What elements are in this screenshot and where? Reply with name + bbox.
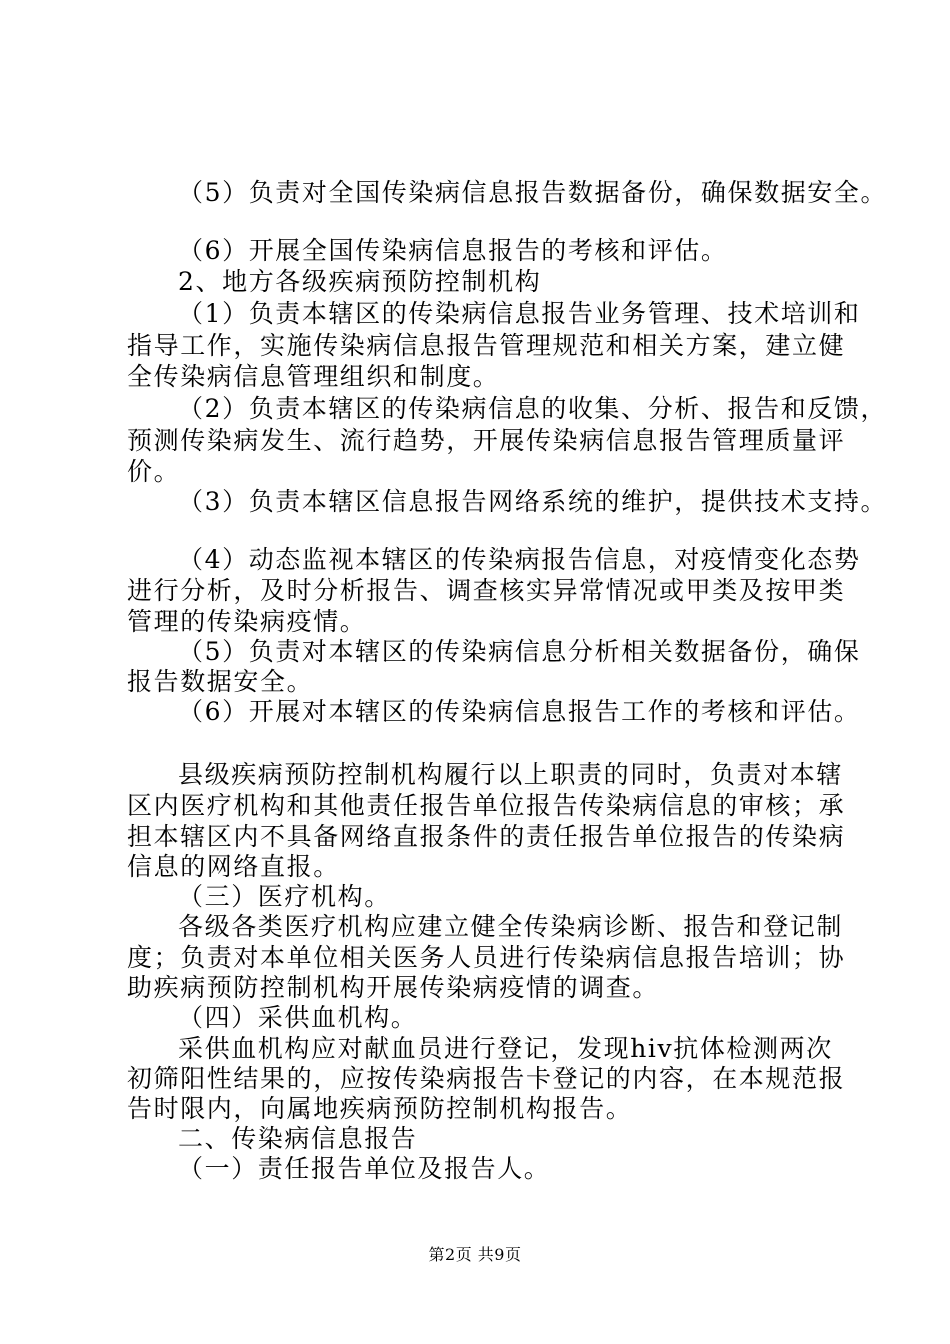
paragraph-line: （3）负责本辖区信息报告网络系统的维护，提供技术支持。	[178, 487, 888, 516]
paragraph-line: 告时限内，向属地疾病预防控制机构报告。	[127, 1094, 633, 1123]
paragraph-line: 度；负责对本单位相关医务人员进行传染病信息报告培训；协	[127, 943, 846, 972]
paragraph-line: 区内医疗机构和其他责任报告单位报告传染病信息的审核；承	[127, 791, 846, 820]
section-heading: （一）责任报告单位及报告人。	[178, 1154, 551, 1183]
paragraph-line: 报告数据安全。	[127, 667, 314, 696]
paragraph-line: 助疾病预防控制机构开展传染病疫情的调查。	[127, 973, 660, 1002]
paragraph-line: 预测传染病发生、流行趋势，开展传染病信息报告管理质量评	[127, 426, 846, 455]
paragraph-line: 初筛阳性结果的，应按传染病报告卡登记的内容，在本规范报	[127, 1064, 846, 1093]
page-number-footer: 第2页 共9页	[428, 1245, 522, 1264]
paragraph-line: 管理的传染病疫情。	[127, 607, 367, 636]
paragraph-line: 全传染病信息管理组织和制度。	[127, 362, 500, 391]
paragraph-line: 指导工作，实施传染病信息报告管理规范和相关方案，建立健	[127, 331, 846, 360]
paragraph-line: （6）开展对本辖区的传染病信息报告工作的考核和评估。	[178, 697, 861, 726]
section-heading: 二、传染病信息报告	[178, 1124, 418, 1153]
paragraph-line: 采供血机构应对献血员进行登记，发现hiv抗体检测两次	[178, 1034, 833, 1063]
paragraph-line: （2）负责本辖区的传染病信息的收集、分析、报告和反馈，	[178, 394, 888, 423]
paragraph-line: 县级疾病预防控制机构履行以上职责的同时，负责对本辖	[178, 760, 844, 789]
paragraph-line: 信息的网络直报。	[127, 852, 340, 881]
section-heading: （三）医疗机构。	[178, 882, 391, 911]
paragraph-line: （4）动态监视本辖区的传染病报告信息，对疫情变化态势	[178, 545, 861, 574]
section-heading: 2、地方各级疾病预防控制机构	[178, 267, 542, 296]
paragraph-line: （5）负责对全国传染病信息报告数据备份，确保数据安全。	[178, 178, 888, 207]
paragraph-line: 价。	[127, 457, 181, 486]
paragraph-line: 担本辖区内不具备网络直报条件的责任报告单位报告的传染病	[127, 822, 846, 851]
paragraph-line: （5）负责对本辖区的传染病信息分析相关数据备份，确保	[178, 637, 861, 666]
paragraph-line: 各级各类医疗机构应建立健全传染病诊断、报告和登记制	[178, 912, 844, 941]
paragraph-line: （6）开展全国传染病信息报告的考核和评估。	[178, 236, 728, 265]
paragraph-line: 进行分析，及时分析报告、调查核实异常情况或甲类及按甲类	[127, 576, 846, 605]
paragraph-line: （1）负责本辖区的传染病信息报告业务管理、技术培训和	[178, 299, 861, 328]
section-heading: （四）采供血机构。	[178, 1003, 418, 1032]
